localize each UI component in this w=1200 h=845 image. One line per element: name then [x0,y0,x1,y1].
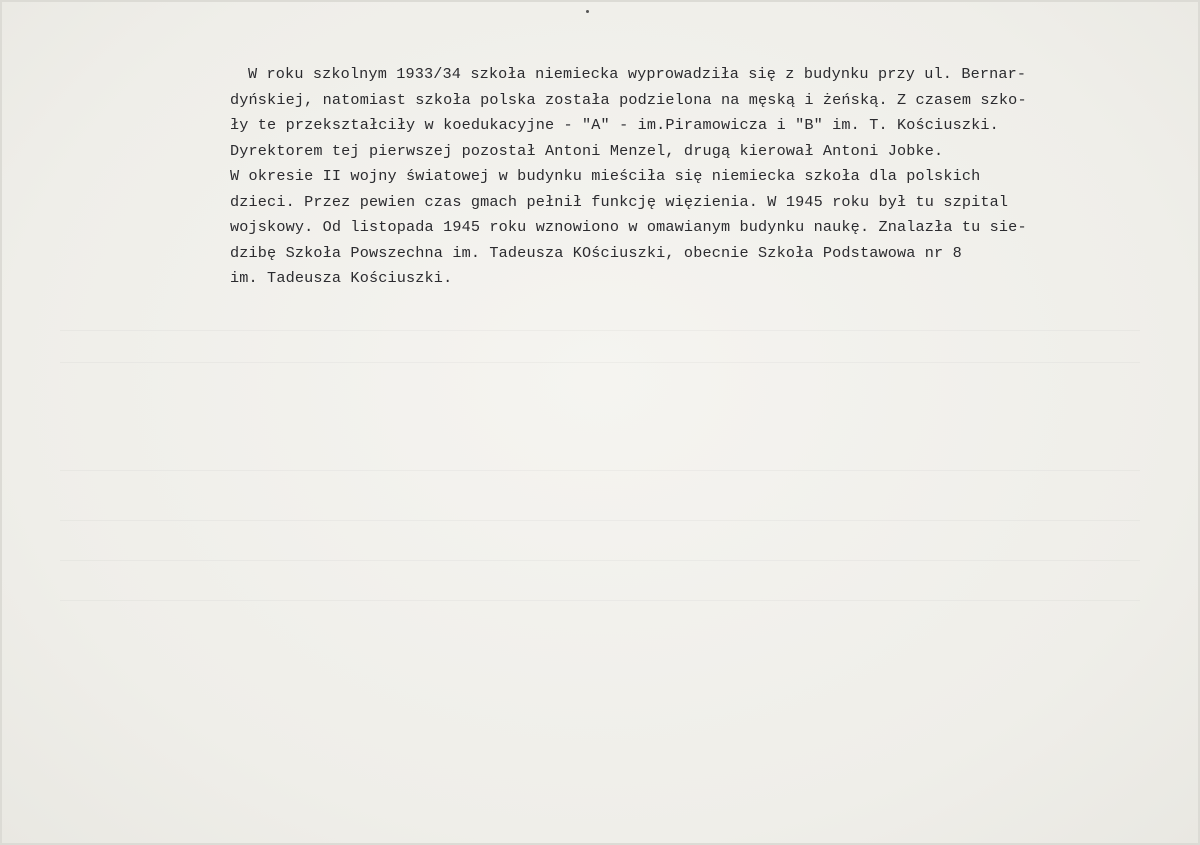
text-line: dyńskiej, natomiast szkoła polska została podzielona na męską i żeńską. Z czasem szko- [230,90,1027,109]
text-line: wojskowy. Od listopada 1945 roku wznowiono w omawianym budynku naukę. Znalazła tu sie- [230,218,1027,236]
show-through-line [60,600,1140,601]
show-through-line [60,470,1140,471]
typewritten-text-block [230,62,1130,292]
text-line: Dyrektorem tej pierwszej pozostał Antoni Menzel, drugą kierował Antoni Jobke. [230,141,944,160]
show-through-line [60,560,1140,561]
text-line: W roku szkolnym 1933/34 szkoła niemiecka wyprowadziła się z budynku przy ul. Bernar- [248,65,1027,83]
text-line: ły te przekształciły w koedukacyjne - "A" - im.Piramowicza i "B" im. T. Kościuszki. [230,116,999,134]
paper-mark [586,10,589,13]
text-line: W okresie II wojny światowej w budynku mieściła się niemiecka szkoła dla polskich [230,167,981,185]
text-line: dzieci. Przez pewien czas gmach pełnił funkcję więzienia. W 1945 roku był tu szpital [230,192,1009,211]
text-line: im. Tadeusza Kościuszki. [230,269,453,287]
show-through-line [60,520,1140,521]
text-line: dzibę Szkoła Powszechna im. Tadeusza KOściuszki, obecnie Szkoła Podstawowa nr 8 [230,243,962,262]
show-through-line [60,330,1140,331]
show-through-line [60,362,1140,363]
